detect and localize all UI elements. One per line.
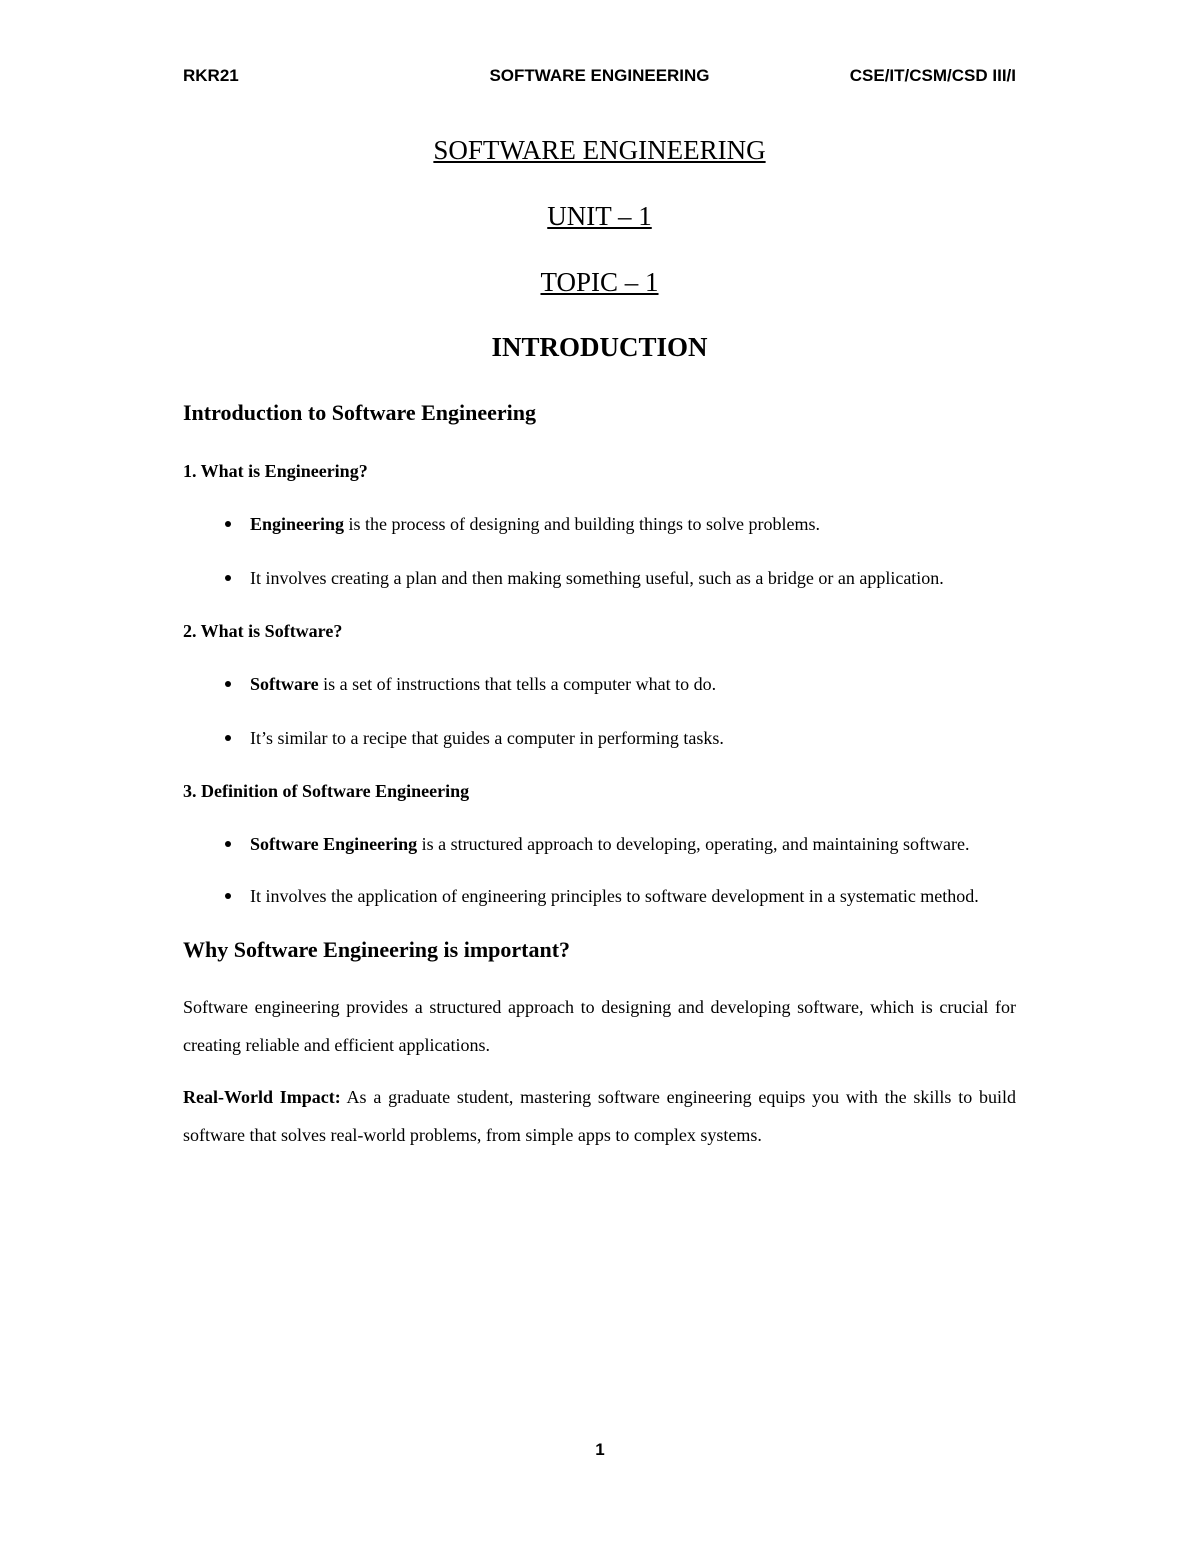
unit-title: UNIT – 1 [547, 201, 652, 231]
term-bold: Engineering [250, 514, 345, 534]
impact-label: Real-World Impact: [183, 1087, 341, 1107]
list-item [183, 505, 1016, 543]
list-item [183, 825, 1016, 863]
document-body [183, 132, 1016, 1154]
list-item [183, 719, 1016, 757]
bullet-icon [225, 521, 231, 527]
q2-list [183, 665, 1016, 757]
item-text: It’s similar to a recipe that guides a computer in performing tasks. [250, 728, 724, 748]
main-title: SOFTWARE ENGINEERING [433, 135, 766, 165]
q1-heading: 1. What is Engineering? [183, 461, 368, 481]
item-text: is a structured approach to developing, operating, and maintaining software. [417, 834, 970, 854]
bullet-icon [225, 735, 231, 741]
header-center: SOFTWARE ENGINEERING [489, 66, 710, 85]
why-heading: Why Software Engineering is important? [183, 937, 571, 962]
item-text: is the process of designing and building things to solve problems. [344, 514, 820, 534]
item-text: It involves creating a plan and then making something useful, such as a bridge or an application. [250, 568, 944, 588]
bullet-icon [225, 575, 231, 581]
term-bold: Software [250, 674, 319, 694]
item-text: is a set of instructions that tells a computer what to do. [318, 674, 717, 694]
item-text: It involves the application of engineering principles to software development in a systematic method. [250, 886, 979, 906]
header-right: CSE/IT/CSM/CSD III/I [849, 66, 1016, 85]
page-number: 1 [595, 1440, 605, 1459]
page-header [183, 66, 1016, 94]
why-paragraph: Software engineering provides a structured approach to designing and developing software, which is crucial for creating reliable and efficient applications. [183, 997, 1016, 1055]
bullet-icon [225, 681, 231, 687]
term-bold: Software Engineering [250, 834, 418, 854]
intro-heading: Introduction to Software Engineering [183, 400, 537, 425]
q3-heading: 3. Definition of Software Engineering [183, 781, 470, 801]
bullet-icon [225, 893, 231, 899]
topic-title: TOPIC – 1 [540, 267, 659, 297]
list-item [183, 877, 1016, 915]
section-title: INTRODUCTION [491, 332, 708, 362]
q1-list [183, 505, 1016, 597]
impact-text: As a graduate student, mastering software engineering equips you with the skills to build software that solves real-world problems, from simple apps to complex systems. [183, 1087, 1016, 1145]
header-left: RKR21 [183, 66, 239, 85]
q3-list [183, 825, 1016, 915]
q2-heading: 2. What is Software? [183, 621, 343, 641]
bullet-icon [225, 841, 231, 847]
impact-paragraph [183, 1078, 1016, 1154]
list-item [183, 665, 1016, 703]
list-item [183, 559, 1016, 597]
